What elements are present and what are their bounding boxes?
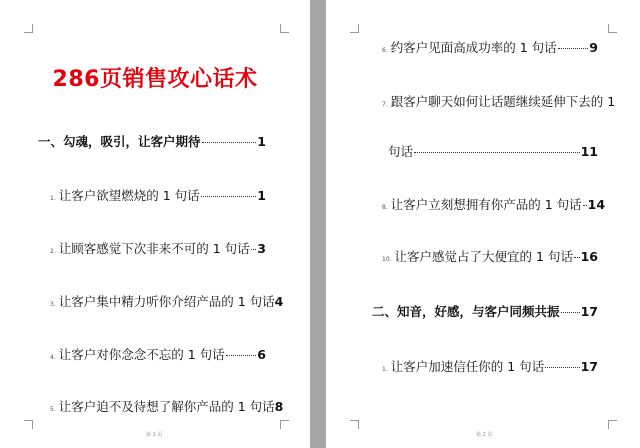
toc-entry-text: 让客户感觉占了大便宜的 1 句话 — [394, 249, 573, 264]
toc-entry[interactable] — [372, 302, 598, 320]
toc-entry-text: 约客户见面高成功率的 1 句话 — [390, 40, 557, 55]
toc-entry-text: 跟客户聊天如何让话题继续延伸下去的 1 — [390, 94, 616, 109]
toc-entry-number: 8. — [382, 204, 388, 211]
toc-entry[interactable] — [382, 92, 616, 110]
toc-entry[interactable] — [382, 195, 606, 213]
toc-entry-page: 8 — [274, 399, 284, 414]
toc-entry-page: 17 — [580, 304, 598, 319]
toc-entry-page: 17 — [580, 359, 598, 374]
toc-entry-number: 1. — [382, 366, 388, 373]
toc-entry-number: 6. — [382, 47, 388, 54]
crop-mark — [608, 24, 617, 33]
document-title: 286页销售攻心话术 — [52, 67, 258, 92]
toc-entry-number: 7. — [382, 101, 388, 108]
toc-entry[interactable] — [50, 292, 284, 310]
toc-entry-number: 10. — [382, 256, 392, 263]
crop-mark — [350, 420, 359, 429]
toc-entry-text: 让客户集中精力听你介绍产品的 1 句话 — [58, 294, 275, 309]
toc-entry[interactable] — [50, 239, 266, 257]
toc-leader — [251, 249, 257, 250]
crop-mark — [350, 24, 359, 33]
toc-entry-number: 4. — [50, 354, 56, 361]
toc-entry[interactable] — [382, 38, 598, 56]
toc-entry-continuation[interactable] — [388, 142, 598, 160]
toc-entry-page: 4 — [274, 294, 284, 309]
toc-entry[interactable] — [50, 397, 284, 415]
toc-entry-page: 11 — [580, 144, 598, 159]
crop-mark — [280, 420, 289, 429]
crop-mark — [24, 420, 33, 429]
toc-leader — [558, 48, 589, 49]
toc-entry-text: 让顾客感觉下次非来不可的 1 句话 — [58, 241, 250, 256]
toc-entry-page: 16 — [580, 249, 598, 264]
toc-entry-number: 1. — [50, 195, 56, 202]
document-page-1 — [0, 0, 310, 448]
crop-mark — [24, 24, 33, 33]
toc-entry[interactable] — [382, 247, 598, 265]
toc-entry-page: 6 — [257, 347, 266, 362]
toc-entry[interactable] — [382, 357, 598, 375]
toc-leader — [545, 367, 579, 368]
toc-entry-text: 一、勾魂，吸引，让客户期待 — [38, 134, 201, 149]
toc-entry-page: 9 — [589, 40, 598, 55]
toc-entry-number: 5. — [50, 406, 56, 413]
toc-leader — [583, 205, 587, 206]
toc-leader — [574, 257, 580, 258]
toc-entry-number: 2. — [50, 248, 56, 255]
toc-entry-page: 1 — [257, 188, 266, 203]
page-number-footer: 第 2 页 — [476, 432, 493, 438]
toc-entry-number: 3. — [50, 301, 56, 308]
toc-leader — [226, 355, 257, 356]
toc-entry-text: 让客户加速信任你的 1 句话 — [390, 359, 545, 374]
toc-entry-text: 二、知音，好感，与客户同频共振 — [372, 304, 560, 319]
toc-entry-text: 让客户对你念念不忘的 1 句话 — [58, 347, 225, 362]
toc-entry-page: 1 — [257, 134, 266, 149]
crop-mark — [608, 420, 617, 429]
toc-entry-text: 让客户欲望燃烧的 1 句话 — [58, 188, 200, 203]
toc-entry-page: 3 — [257, 241, 266, 256]
toc-entry[interactable] — [50, 186, 266, 204]
page-number-footer: 第 1 页 — [146, 432, 163, 438]
toc-entry-text: 句话 — [388, 144, 414, 159]
crop-mark — [280, 24, 289, 33]
toc-leader — [202, 142, 257, 143]
toc-leader — [414, 152, 580, 153]
toc-entry[interactable] — [50, 345, 266, 363]
toc-entry[interactable] — [38, 132, 266, 150]
document-page-2 — [326, 0, 640, 448]
toc-entry-page: 14 — [587, 197, 606, 212]
toc-entry-text: 让客户迫不及待想了解你产品的 1 句话 — [58, 399, 275, 414]
toc-leader — [561, 312, 580, 313]
toc-leader — [201, 196, 257, 197]
toc-entry-text: 让客户立刻想拥有你产品的 1 句话 — [390, 197, 582, 212]
